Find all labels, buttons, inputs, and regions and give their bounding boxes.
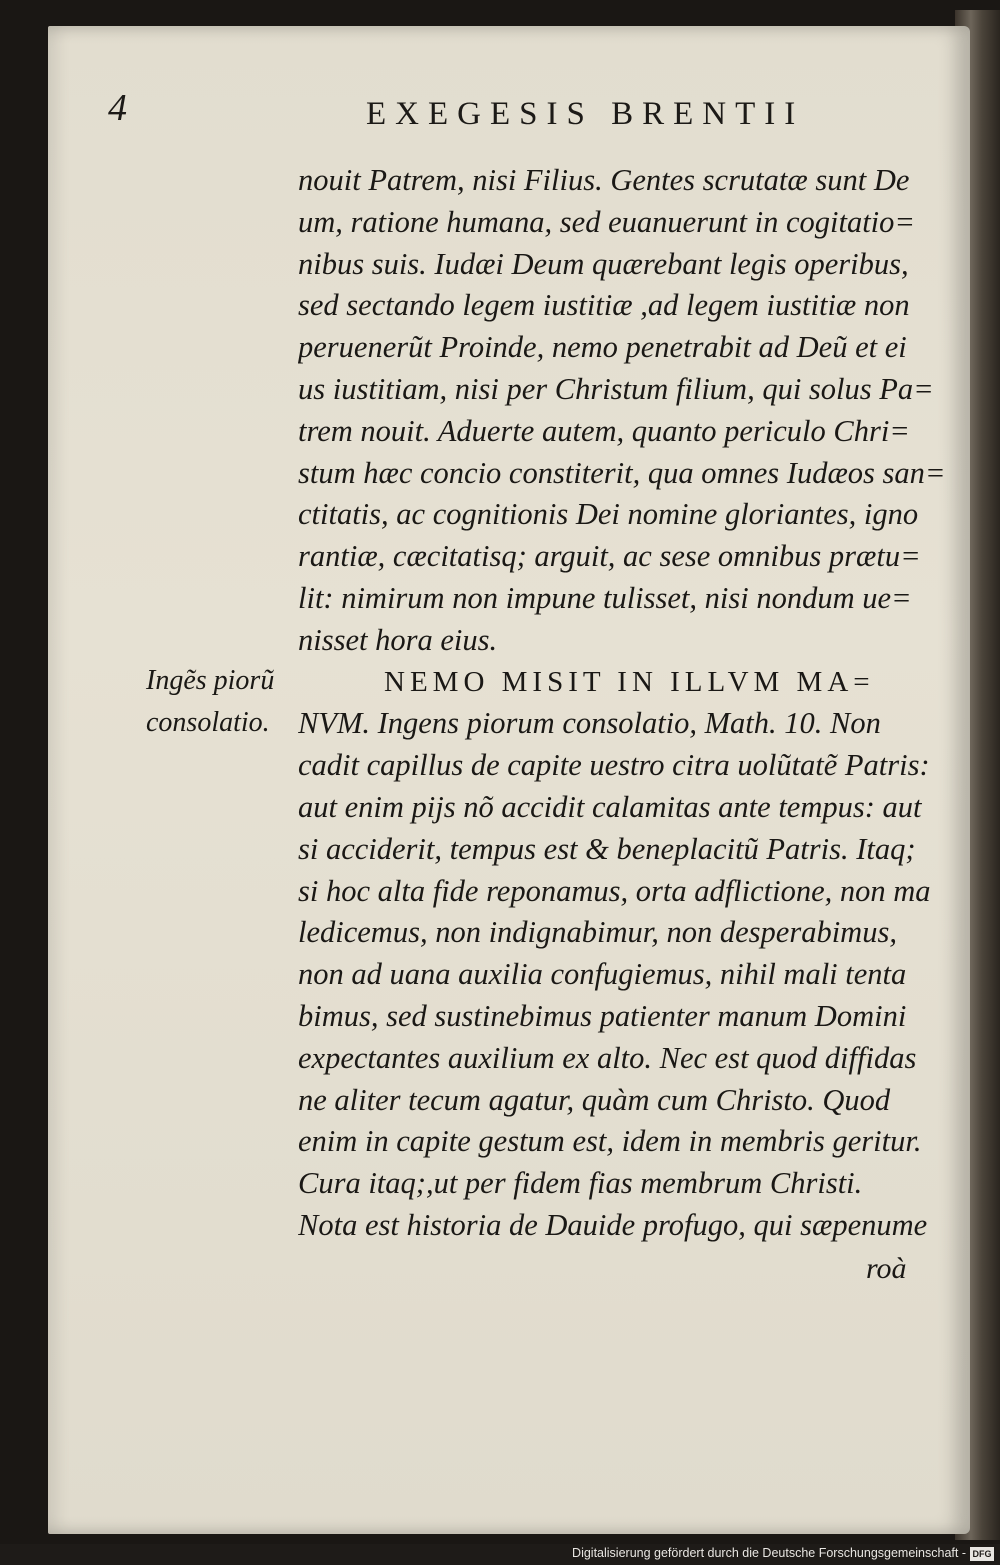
text-line: enim in capite gestum est, idem in membris geritur. <box>298 1124 922 1159</box>
text-line: NVM. Ingens piorum consolatio, Math. 10. Non <box>298 706 881 741</box>
text-line: trem nouit. Aduerte autem, quanto periculo Chri= <box>298 413 910 448</box>
text-line: nibus suis. Iudæi Deum quærebant legis operibus, <box>298 246 909 281</box>
text-line: non ad uana auxilia confugiemus, nihil mali tenta <box>298 957 907 992</box>
running-head: EXEGESIS BRENTII <box>366 96 805 132</box>
body-text <box>298 160 958 1247</box>
text-line: ledicemus, non indignabimur, non desperabimus, <box>298 915 897 950</box>
text-line: cadit capillus de capite uestro citra uolũtatẽ Patris: <box>298 748 930 783</box>
funding-credit: Digitalisierung gefördert durch die Deutsche Forschungsgemeinschaft - <box>572 1546 966 1560</box>
dfg-logo-icon: DFG <box>970 1547 994 1561</box>
text-line: stum hæc concio constiterit, qua omnes Iudæos san= <box>298 455 946 490</box>
catchword: roà <box>866 1252 907 1285</box>
text-line: Cura itaq;,ut per fidem fias membrum Christi. <box>298 1166 863 1201</box>
marginal-note <box>146 660 296 744</box>
text-line: Nota est historia de Dauide profugo, qui sæpenume <box>298 1207 928 1242</box>
text-line: us iustitiam, nisi per Christum filium, qui solus Pa= <box>298 371 934 406</box>
text-line: um, ratione humana, sed euanuerunt in cogitatio= <box>298 204 915 239</box>
lemma-line: NEMO MISIT IN ILLVM MA= <box>384 665 875 698</box>
text-line: rantiæ, cæcitatisq; arguit, ac sese omnibus prætu= <box>298 539 921 574</box>
text-line: bimus, sed sustinebimus patienter manum Domini <box>298 998 907 1033</box>
text-line: si hoc alta fide reponamus, orta adflictione, non ma <box>298 873 931 908</box>
text-line: sed sectando legem iustitiæ ,ad legem iustitiæ non <box>298 288 910 323</box>
text-line: si acciderit, tempus est & beneplacitũ Patris. Itaq; <box>298 831 916 866</box>
text-line: expectantes auxilium ex alto. Nec est quod diffidas <box>298 1040 917 1075</box>
marginal-note-line: Ingẽs piorũ <box>146 665 275 696</box>
text-line: lit: nimirum non impune tulisset, nisi nondum ue= <box>298 580 912 615</box>
text-line: ne aliter tecum agatur, quàm cum Christo. Quod <box>298 1082 891 1117</box>
marginal-note-line: consolatio. <box>146 707 270 738</box>
text-line: nouit Patrem, nisi Filius. Gentes scrutatæ sunt De <box>298 163 910 197</box>
page-number: 4 <box>108 87 127 129</box>
text-line: ctitatis, ac cognitionis Dei nomine gloriantes, igno <box>298 497 919 532</box>
text-line: peruenerũt Proinde, nemo penetrabit ad Deũ et ei <box>298 330 907 365</box>
text-line: aut enim pijs nõ accidit calamitas ante tempus: aut <box>298 789 922 824</box>
text-line: nisset hora eius. <box>298 622 498 657</box>
